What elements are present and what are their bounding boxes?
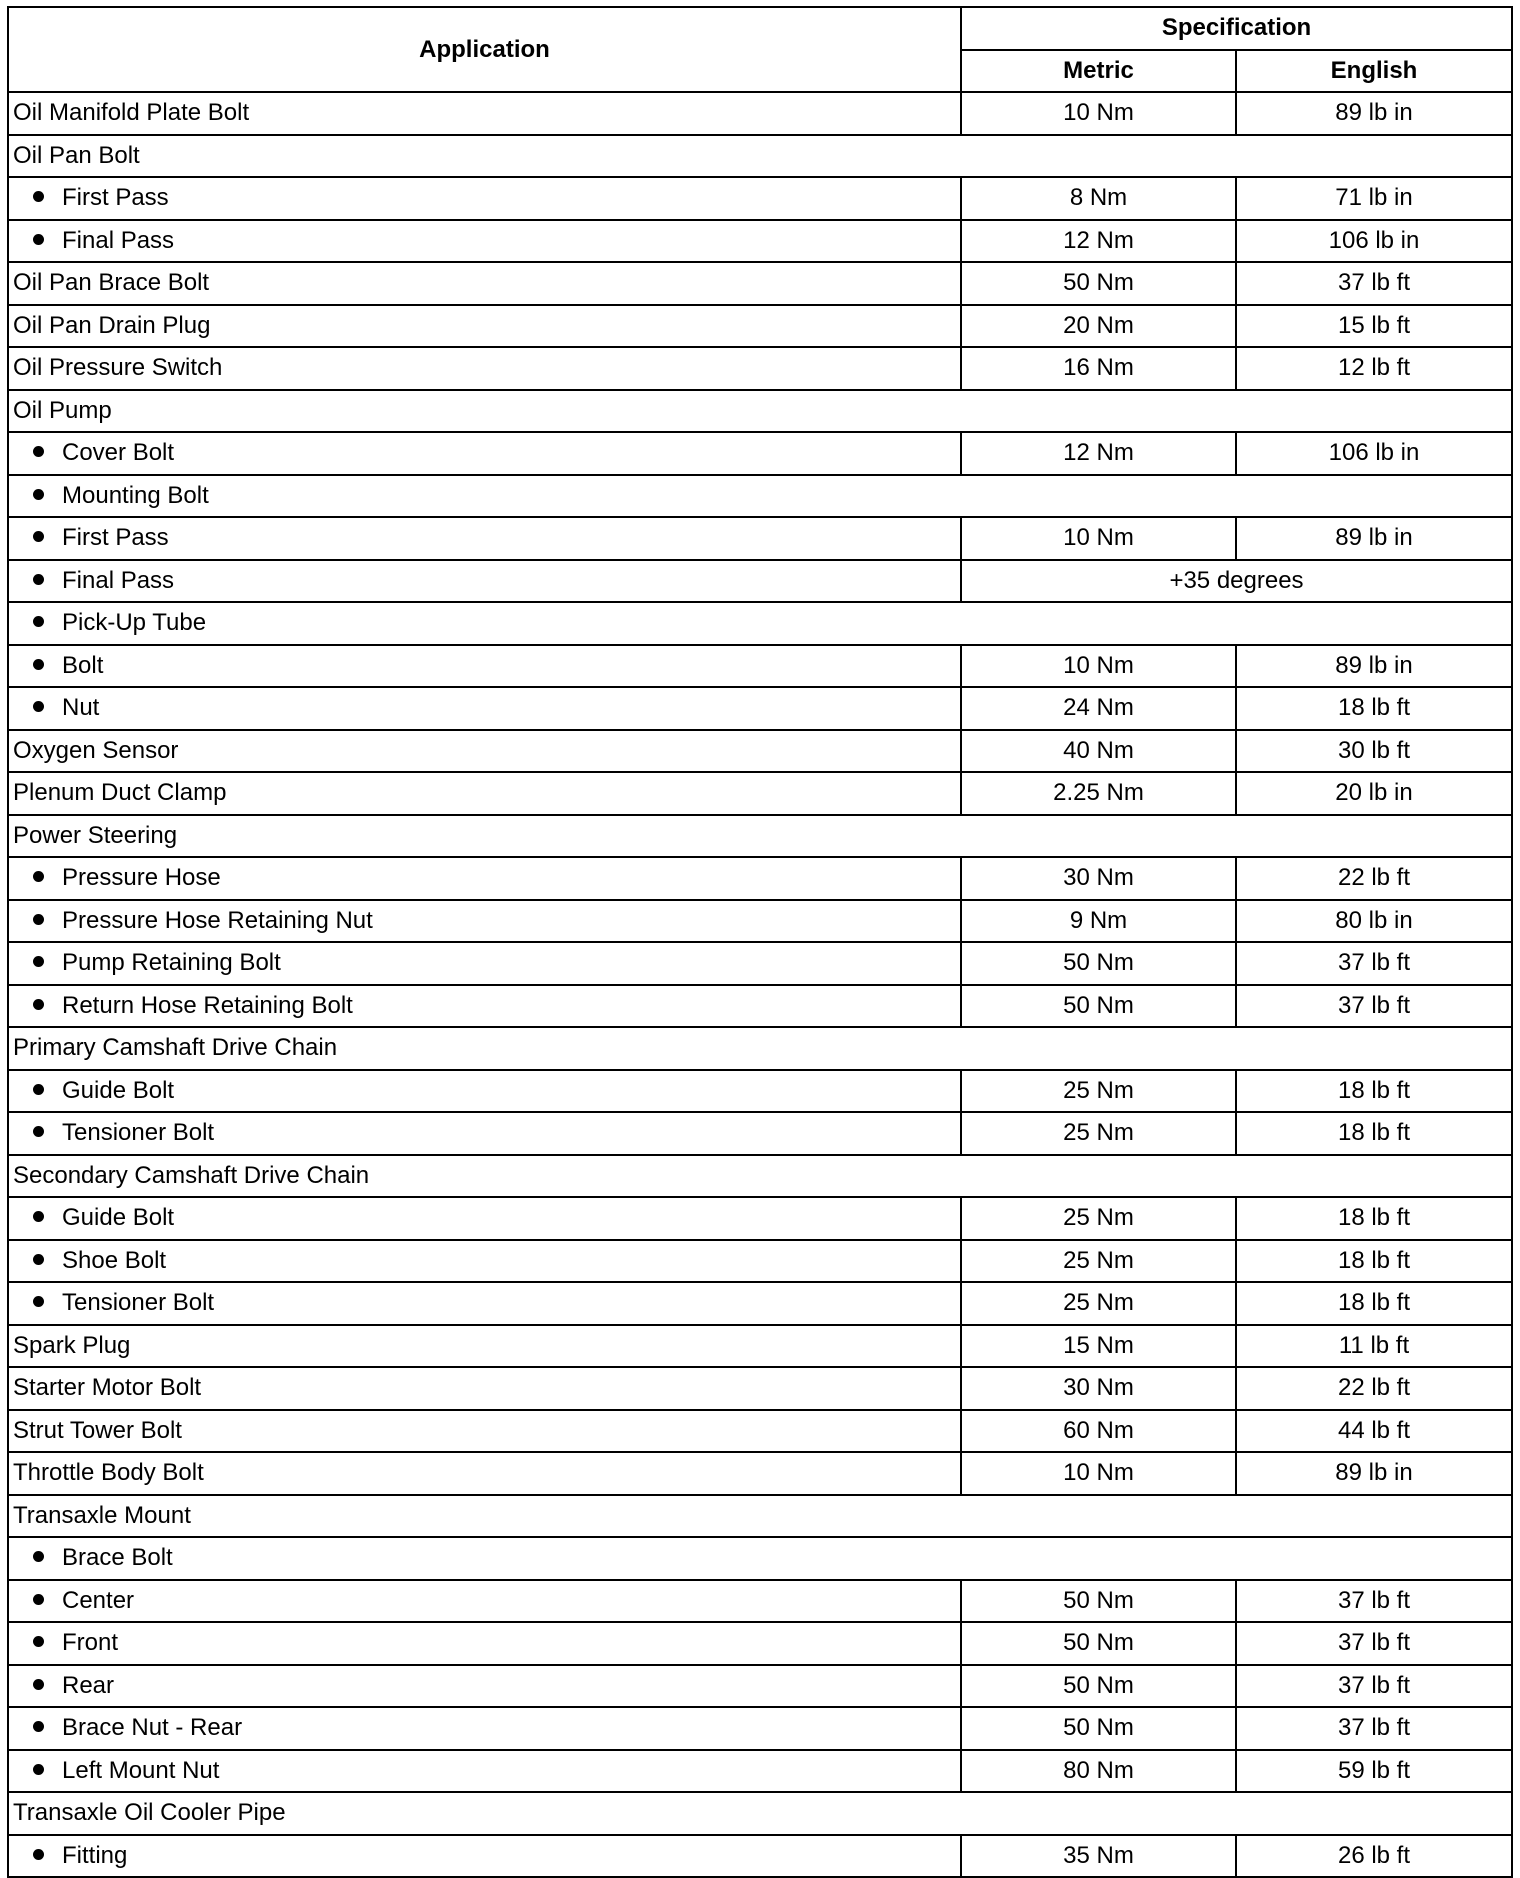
table-row bbox=[8, 815, 1512, 858]
application-label: Pump Retaining Bolt bbox=[62, 949, 281, 977]
application-cell bbox=[8, 900, 961, 943]
english-header: English bbox=[1236, 50, 1512, 93]
table-row bbox=[8, 1367, 1512, 1410]
english-cell: 106 lb in bbox=[1236, 432, 1512, 475]
application-label: Rear bbox=[62, 1671, 115, 1699]
metric-cell: 80 Nm bbox=[961, 1750, 1236, 1793]
table-row bbox=[8, 1112, 1512, 1155]
application-cell bbox=[8, 645, 961, 688]
english-cell: 89 lb in bbox=[1236, 1452, 1512, 1495]
table-row bbox=[8, 1197, 1512, 1240]
application-label: Tensioner Bolt bbox=[62, 1119, 215, 1147]
application-cell bbox=[8, 560, 961, 603]
application-label: Oil Pan Drain Plug bbox=[13, 311, 211, 339]
table-header bbox=[8, 7, 1512, 92]
application-cell bbox=[8, 1410, 961, 1453]
application-cell bbox=[8, 1750, 961, 1793]
application-label: First Pass bbox=[62, 524, 169, 552]
application-label: Center bbox=[62, 1586, 135, 1614]
english-cell: 37 lb ft bbox=[1236, 262, 1512, 305]
application-cell bbox=[8, 390, 1512, 433]
english-cell: 44 lb ft bbox=[1236, 1410, 1512, 1453]
english-cell: 11 lb ft bbox=[1236, 1325, 1512, 1368]
torque-spec-table bbox=[7, 6, 1513, 1878]
table-row bbox=[8, 1707, 1512, 1750]
metric-cell: 30 Nm bbox=[961, 857, 1236, 900]
table-row bbox=[8, 687, 1512, 730]
english-cell: 37 lb ft bbox=[1236, 985, 1512, 1028]
application-cell bbox=[8, 857, 961, 900]
metric-cell: 8 Nm bbox=[961, 177, 1236, 220]
table-row bbox=[8, 1410, 1512, 1453]
table-row bbox=[8, 347, 1512, 390]
table-row bbox=[8, 1665, 1512, 1708]
bullet-icon bbox=[33, 574, 44, 585]
metric-header: Metric bbox=[961, 50, 1236, 93]
bullet-icon bbox=[33, 531, 44, 542]
metric-cell: 35 Nm bbox=[961, 1835, 1236, 1878]
application-cell bbox=[8, 1665, 961, 1708]
application-cell bbox=[8, 1325, 961, 1368]
bullet-icon bbox=[33, 1551, 44, 1562]
table-row bbox=[8, 1622, 1512, 1665]
application-label: Primary Camshaft Drive Chain bbox=[13, 1034, 338, 1062]
english-cell: 18 lb ft bbox=[1236, 1282, 1512, 1325]
metric-cell: 50 Nm bbox=[961, 1707, 1236, 1750]
application-label: Oxygen Sensor bbox=[13, 736, 179, 764]
table-row bbox=[8, 645, 1512, 688]
table-row bbox=[8, 1027, 1512, 1070]
application-label: Strut Tower Bolt bbox=[13, 1416, 182, 1444]
bullet-icon bbox=[33, 701, 44, 712]
metric-cell: 10 Nm bbox=[961, 92, 1236, 135]
application-label: Oil Pan Bolt bbox=[13, 141, 140, 169]
application-cell bbox=[8, 1155, 1512, 1198]
table-row bbox=[8, 177, 1512, 220]
application-label: Pressure Hose Retaining Nut bbox=[62, 906, 373, 934]
application-label: Return Hose Retaining Bolt bbox=[62, 991, 353, 1019]
table-row bbox=[8, 1240, 1512, 1283]
bullet-icon bbox=[33, 191, 44, 202]
application-cell bbox=[8, 1707, 961, 1750]
application-label: Cover Bolt bbox=[62, 439, 175, 467]
application-label: Shoe Bolt bbox=[62, 1246, 167, 1274]
table-row bbox=[8, 517, 1512, 560]
metric-cell: 25 Nm bbox=[961, 1112, 1236, 1155]
bullet-icon bbox=[33, 1721, 44, 1732]
table-row bbox=[8, 305, 1512, 348]
application-cell bbox=[8, 135, 1512, 178]
application-label: Fitting bbox=[62, 1841, 128, 1869]
table-body bbox=[8, 92, 1512, 1877]
application-cell bbox=[8, 1792, 1512, 1835]
application-cell bbox=[8, 432, 961, 475]
metric-cell: 10 Nm bbox=[961, 1452, 1236, 1495]
application-cell bbox=[8, 1367, 961, 1410]
table-row bbox=[8, 772, 1512, 815]
metric-cell: 60 Nm bbox=[961, 1410, 1236, 1453]
metric-cell: 16 Nm bbox=[961, 347, 1236, 390]
application-label: Oil Pressure Switch bbox=[13, 354, 223, 382]
application-label: Left Mount Nut bbox=[62, 1756, 220, 1784]
application-cell bbox=[8, 1240, 961, 1283]
english-cell: 18 lb ft bbox=[1236, 1197, 1512, 1240]
application-label: Pressure Hose bbox=[62, 864, 221, 892]
metric-cell: 50 Nm bbox=[961, 1580, 1236, 1623]
application-label: Plenum Duct Clamp bbox=[13, 779, 227, 807]
english-cell: 37 lb ft bbox=[1236, 942, 1512, 985]
english-cell: 59 lb ft bbox=[1236, 1750, 1512, 1793]
metric-cell: 25 Nm bbox=[961, 1070, 1236, 1113]
english-cell: 18 lb ft bbox=[1236, 1112, 1512, 1155]
table-row bbox=[8, 1792, 1512, 1835]
table-row bbox=[8, 857, 1512, 900]
table-row bbox=[8, 1537, 1512, 1580]
application-cell bbox=[8, 942, 961, 985]
application-cell bbox=[8, 177, 961, 220]
metric-cell: 50 Nm bbox=[961, 985, 1236, 1028]
metric-cell: 25 Nm bbox=[961, 1197, 1236, 1240]
english-cell: 18 lb ft bbox=[1236, 1070, 1512, 1113]
metric-cell: 20 Nm bbox=[961, 305, 1236, 348]
english-cell: 26 lb ft bbox=[1236, 1835, 1512, 1878]
application-label: Oil Pump bbox=[13, 396, 112, 424]
application-label: Tensioner Bolt bbox=[62, 1289, 215, 1317]
application-cell bbox=[8, 305, 961, 348]
table-row bbox=[8, 602, 1512, 645]
bullet-icon bbox=[33, 1084, 44, 1095]
english-cell: 37 lb ft bbox=[1236, 1707, 1512, 1750]
specification-header: Specification bbox=[961, 7, 1512, 50]
bullet-icon bbox=[33, 1594, 44, 1605]
metric-cell: 10 Nm bbox=[961, 645, 1236, 688]
table-row bbox=[8, 92, 1512, 135]
application-cell bbox=[8, 347, 961, 390]
bullet-icon bbox=[33, 446, 44, 457]
header-row-top bbox=[8, 7, 1512, 50]
table-row bbox=[8, 1282, 1512, 1325]
metric-cell: 25 Nm bbox=[961, 1282, 1236, 1325]
english-cell: 37 lb ft bbox=[1236, 1580, 1512, 1623]
table-row bbox=[8, 1495, 1512, 1538]
metric-cell: 25 Nm bbox=[961, 1240, 1236, 1283]
table-row bbox=[8, 1750, 1512, 1793]
application-label: Bolt bbox=[62, 651, 104, 679]
application-label: Final Pass bbox=[62, 226, 175, 254]
english-cell: 18 lb ft bbox=[1236, 1240, 1512, 1283]
bullet-icon bbox=[33, 1296, 44, 1307]
table-row bbox=[8, 985, 1512, 1028]
application-label: Nut bbox=[62, 694, 100, 722]
bullet-icon bbox=[33, 1764, 44, 1775]
bullet-icon bbox=[33, 489, 44, 500]
metric-cell: 10 Nm bbox=[961, 517, 1236, 560]
application-cell bbox=[8, 220, 961, 263]
metric-cell: 30 Nm bbox=[961, 1367, 1236, 1410]
metric-cell: 50 Nm bbox=[961, 942, 1236, 985]
application-label: Mounting Bolt bbox=[62, 481, 209, 509]
bullet-icon bbox=[33, 1211, 44, 1222]
english-cell: 37 lb ft bbox=[1236, 1665, 1512, 1708]
application-label: Front bbox=[62, 1629, 119, 1657]
table-row bbox=[8, 1835, 1512, 1878]
english-cell: 106 lb in bbox=[1236, 220, 1512, 263]
application-cell bbox=[8, 475, 1512, 518]
application-label: Starter Motor Bolt bbox=[13, 1374, 202, 1402]
table-row bbox=[8, 220, 1512, 263]
bullet-icon bbox=[33, 234, 44, 245]
table-row bbox=[8, 730, 1512, 773]
english-cell: 71 lb in bbox=[1236, 177, 1512, 220]
english-cell: 89 lb in bbox=[1236, 92, 1512, 135]
english-cell: 18 lb ft bbox=[1236, 687, 1512, 730]
metric-cell: 24 Nm bbox=[961, 687, 1236, 730]
bullet-icon bbox=[33, 659, 44, 670]
english-cell: 20 lb in bbox=[1236, 772, 1512, 815]
metric-cell: 50 Nm bbox=[961, 1622, 1236, 1665]
table-row bbox=[8, 1580, 1512, 1623]
application-cell bbox=[8, 1282, 961, 1325]
application-label: Guide Bolt bbox=[62, 1076, 175, 1104]
application-cell bbox=[8, 262, 961, 305]
bullet-icon bbox=[33, 871, 44, 882]
table-row bbox=[8, 475, 1512, 518]
english-cell: 22 lb ft bbox=[1236, 1367, 1512, 1410]
application-cell bbox=[8, 772, 961, 815]
bullet-icon bbox=[33, 616, 44, 627]
application-label: Pick-Up Tube bbox=[62, 609, 207, 637]
application-label: Guide Bolt bbox=[62, 1204, 175, 1232]
application-cell bbox=[8, 92, 961, 135]
english-cell: 22 lb ft bbox=[1236, 857, 1512, 900]
application-cell bbox=[8, 517, 961, 560]
metric-cell: 40 Nm bbox=[961, 730, 1236, 773]
application-cell bbox=[8, 730, 961, 773]
application-label: Brace Bolt bbox=[62, 1544, 173, 1572]
application-label: Secondary Camshaft Drive Chain bbox=[13, 1161, 370, 1189]
english-cell: 15 lb ft bbox=[1236, 305, 1512, 348]
table-row bbox=[8, 135, 1512, 178]
bullet-icon bbox=[33, 1679, 44, 1690]
table-row bbox=[8, 390, 1512, 433]
application-cell bbox=[8, 1622, 961, 1665]
english-cell: 37 lb ft bbox=[1236, 1622, 1512, 1665]
english-cell: 89 lb in bbox=[1236, 645, 1512, 688]
application-label: Oil Pan Brace Bolt bbox=[13, 269, 210, 297]
metric-cell: 15 Nm bbox=[961, 1325, 1236, 1368]
application-label: Spark Plug bbox=[13, 1331, 131, 1359]
application-cell bbox=[8, 1112, 961, 1155]
metric-cell: 12 Nm bbox=[961, 220, 1236, 263]
metric-cell: 50 Nm bbox=[961, 262, 1236, 305]
application-label: Throttle Body Bolt bbox=[13, 1459, 204, 1487]
application-label: Brace Nut - Rear bbox=[62, 1714, 243, 1742]
metric-cell: 50 Nm bbox=[961, 1665, 1236, 1708]
application-cell bbox=[8, 985, 961, 1028]
table-row bbox=[8, 900, 1512, 943]
bullet-icon bbox=[33, 956, 44, 967]
table-row bbox=[8, 432, 1512, 475]
combined-spec-cell: +35 degrees bbox=[961, 560, 1512, 603]
bullet-icon bbox=[33, 1849, 44, 1860]
application-cell bbox=[8, 1027, 1512, 1070]
table-row bbox=[8, 1070, 1512, 1113]
application-cell bbox=[8, 1452, 961, 1495]
application-label: Transaxle Oil Cooler Pipe bbox=[13, 1799, 286, 1827]
table-row bbox=[8, 262, 1512, 305]
bullet-icon bbox=[33, 1254, 44, 1265]
english-cell: 30 lb ft bbox=[1236, 730, 1512, 773]
application-cell bbox=[8, 1197, 961, 1240]
metric-cell: 2.25 Nm bbox=[961, 772, 1236, 815]
bullet-icon bbox=[33, 999, 44, 1010]
application-cell bbox=[8, 1070, 961, 1113]
application-label: Oil Manifold Plate Bolt bbox=[13, 99, 250, 127]
application-cell bbox=[8, 687, 961, 730]
metric-cell: 12 Nm bbox=[961, 432, 1236, 475]
metric-cell: 9 Nm bbox=[961, 900, 1236, 943]
table-row bbox=[8, 1155, 1512, 1198]
application-cell bbox=[8, 815, 1512, 858]
english-cell: 12 lb ft bbox=[1236, 347, 1512, 390]
table-row bbox=[8, 942, 1512, 985]
application-cell bbox=[8, 602, 1512, 645]
application-label: First Pass bbox=[62, 184, 169, 212]
application-cell bbox=[8, 1580, 961, 1623]
application-label: Transaxle Mount bbox=[13, 1501, 191, 1529]
english-cell: 80 lb in bbox=[1236, 900, 1512, 943]
table-row bbox=[8, 1452, 1512, 1495]
application-cell bbox=[8, 1537, 1512, 1580]
application-label: Power Steering bbox=[13, 821, 178, 849]
table-row bbox=[8, 1325, 1512, 1368]
application-label: Final Pass bbox=[62, 566, 175, 594]
table-row bbox=[8, 560, 1512, 603]
application-header: Application bbox=[8, 7, 961, 92]
bullet-icon bbox=[33, 1636, 44, 1647]
bullet-icon bbox=[33, 914, 44, 925]
application-cell bbox=[8, 1495, 1512, 1538]
bullet-icon bbox=[33, 1126, 44, 1137]
application-cell bbox=[8, 1835, 961, 1878]
english-cell: 89 lb in bbox=[1236, 517, 1512, 560]
